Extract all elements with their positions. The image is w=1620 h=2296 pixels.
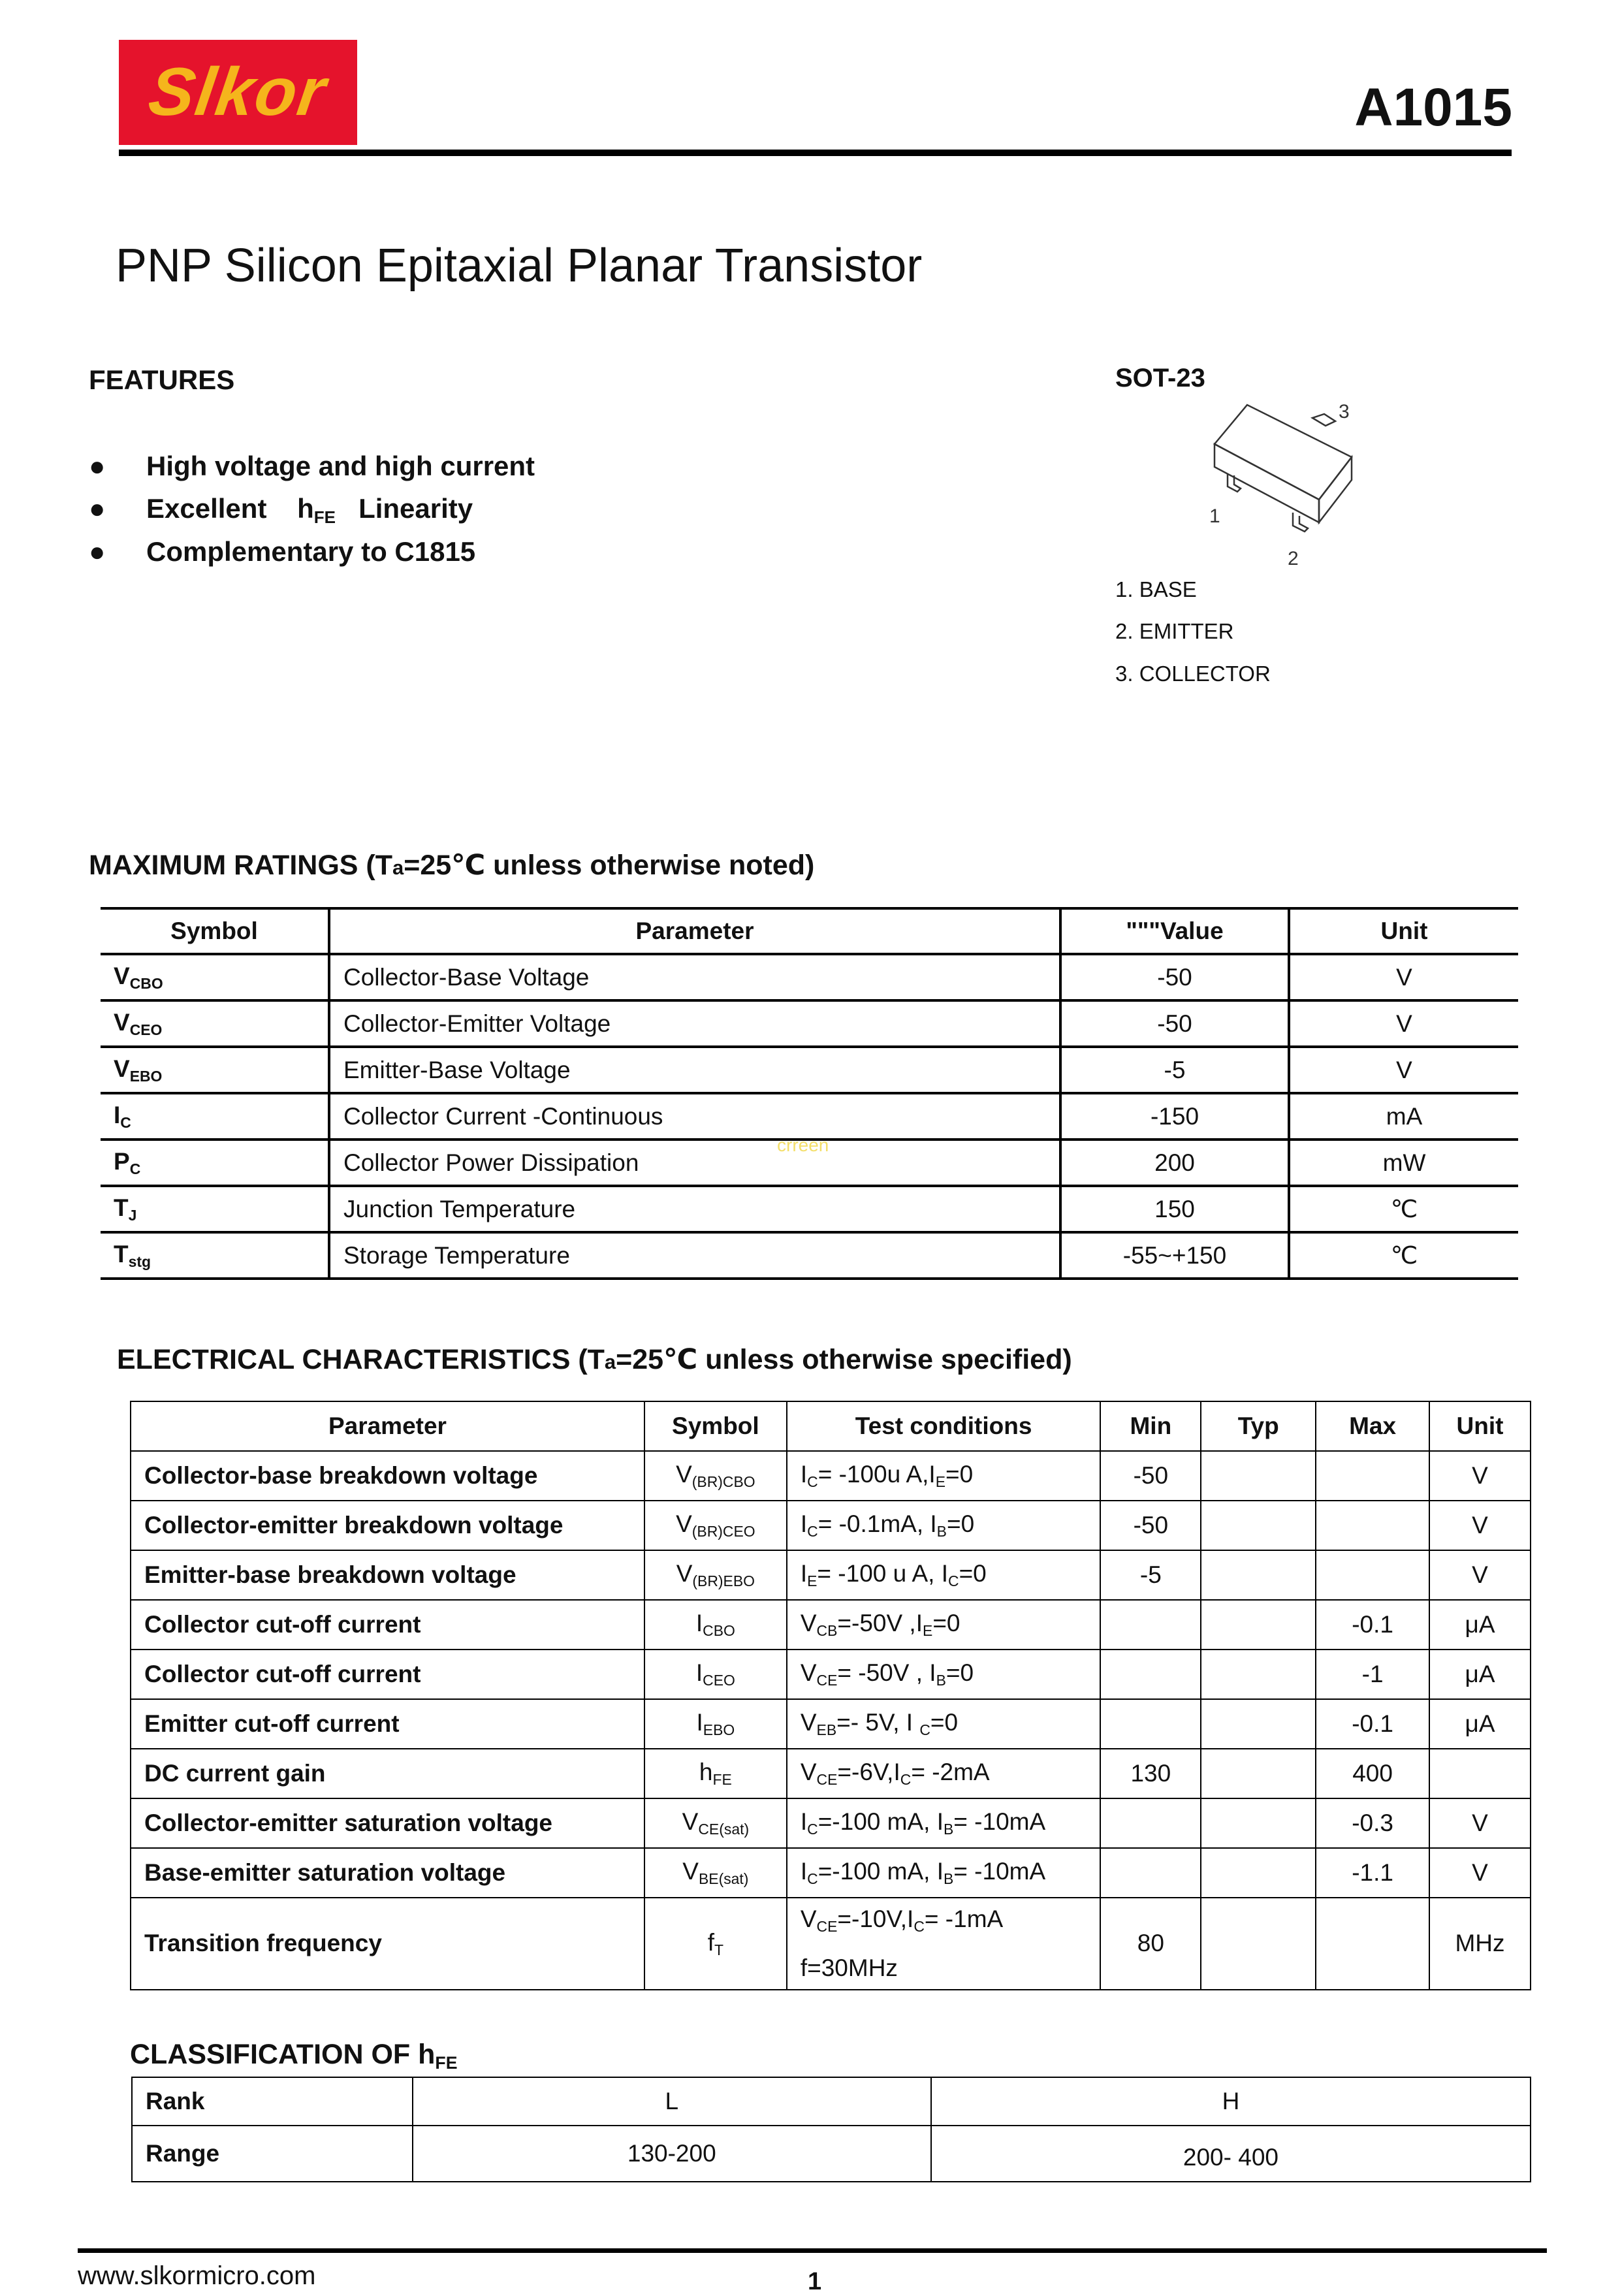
col-header: Unit [1289,910,1518,954]
page-title: PNP Silicon Epitaxial Planar Transistor [116,240,923,292]
typ-cell [1201,1749,1316,1798]
table-row [131,1650,1531,1699]
symbol-cell: $V_{(BR)EBO}$ [644,1550,787,1600]
feature-item: ● Complementary to C1815 [89,536,476,567]
unit-cell: V [1289,954,1518,1000]
min-cell [1100,1699,1201,1749]
table-row [101,1047,1518,1093]
max-cell: -0.1 [1316,1600,1429,1650]
pin3-label: 3 [1339,401,1350,423]
symbol-cell: $V_{BE(sat)}$ [644,1848,787,1898]
max-ratings-heading: MAXIMUM RATINGS (Ta=25℃ unless otherwise noted) [89,850,815,881]
typ-cell [1201,1550,1316,1600]
unit-cell: MHz [1429,1898,1531,1990]
typ-cell [1201,1451,1316,1501]
min-cell [1100,1798,1201,1848]
parameter-cell: DC current gain [131,1749,644,1798]
footer-rule [78,2248,1547,2253]
pin1-label: 1 [1209,505,1220,527]
header-rule [119,150,1512,156]
max-cell [1316,1451,1429,1501]
unit-cell: μA [1429,1650,1531,1699]
unit-cell: V [1289,1047,1518,1093]
max-cell: -0.3 [1316,1798,1429,1848]
condition-cell: $V_{CE}=-10V,I_C= -1mA$ f=30MHz [787,1898,1101,1990]
features-heading: FEATURES [89,364,235,395]
symbol-cell: $V_{CEO}$ [101,1000,329,1047]
table-row [131,1600,1531,1650]
symbol-cell: $V_{EBO}$ [101,1047,329,1093]
symbol-cell: $V_{CE(sat)}$ [644,1798,787,1848]
symbol-cell: $I_{EBO}$ [644,1699,787,1749]
watermark-text: crreen [777,1135,829,1155]
symbol-cell: $h_{FE}$ [644,1749,787,1798]
min-cell [1100,1650,1201,1699]
condition-cell: $V_{EB}=-$ 5V, I $_C$=0 [787,1699,1101,1749]
pin-base: 1. BASE [1115,577,1197,601]
symbol-cell: $T_{stg}$ [101,1232,329,1279]
parameter-cell: Emitter-Base Voltage [329,1047,1060,1093]
table-row [101,954,1518,1000]
unit-cell: ℃ [1289,1232,1518,1279]
table-row [131,1798,1531,1848]
range-cell: 200- 400 [931,2126,1531,2182]
unit-cell: mA [1289,1093,1518,1140]
typ-cell [1201,1501,1316,1550]
symbol-cell: $I_C$ [101,1093,329,1140]
col-header: Symbol [101,910,329,954]
parameter-cell: Collector-Emitter Voltage [329,1000,1060,1047]
electrical-heading: ELECTRICAL CHARACTERISTICS (Ta=25℃ unless otherwise specified) [117,1344,1072,1375]
unit-cell: ℃ [1289,1186,1518,1232]
table-row [101,1186,1518,1232]
electrical-table [130,1401,1531,1990]
unit-cell: V [1429,1848,1531,1898]
classification-table [131,2077,1531,2182]
bullet-icon: ● [89,493,106,524]
pin-collector: 3. COLLECTOR [1115,662,1271,686]
unit-cell: V [1429,1451,1531,1501]
min-cell: 80 [1100,1898,1201,1990]
parameter-cell: Collector-emitter breakdown voltage [131,1501,644,1550]
condition-cell: $V_{CE}= -50V$ , $I_B=0$ [787,1650,1101,1699]
value-cell: 200 [1060,1140,1289,1186]
typ-cell [1201,1848,1316,1898]
parameter-cell: Transition frequency [131,1898,644,1990]
col-header: Unit [1429,1401,1531,1451]
parameter-cell: Collector-emitter saturation voltage [131,1798,644,1848]
unit-cell: V [1429,1501,1531,1550]
unit-cell [1429,1749,1531,1798]
pin2-label: 2 [1288,548,1299,569]
website-link[interactable]: www.slkormicro.com [78,2261,316,2290]
table-row [132,2077,1531,2126]
symbol-cell: $V_{(BR)CBO}$ [644,1451,787,1501]
value-cell: -50 [1060,1000,1289,1047]
table-row [101,1093,1518,1140]
max-cell: -1.1 [1316,1848,1429,1898]
parameter-cell: Collector-base breakdown voltage [131,1451,644,1501]
typ-cell [1201,1699,1316,1749]
parameter-cell: Collector cut-off current [131,1650,644,1699]
condition-cell: $I_C=-100$ mA, $I_B= -10mA$ [787,1848,1101,1898]
sot23-package-icon [1201,392,1384,575]
table-row [101,1000,1518,1047]
parameter-cell: Collector Current -Continuous [329,1093,1060,1140]
package-name: SOT-23 [1115,364,1205,392]
value-cell: 150 [1060,1186,1289,1232]
symbol-cell: $T_J$ [101,1186,329,1232]
rank-cell: H [931,2077,1531,2126]
col-header: Max [1316,1401,1429,1451]
unit-cell: V [1429,1550,1531,1600]
parameter-cell: Collector Power Dissipation [329,1140,1060,1186]
parameter-cell: Storage Temperature [329,1232,1060,1279]
condition-cell: $I_C=-100$ mA, $I_B= -10mA$ [787,1798,1101,1848]
value-cell: -55~+150 [1060,1232,1289,1279]
col-header: Parameter [131,1401,644,1451]
condition-cell: $V_{CE}=-6V,I_C= -2mA$ [787,1749,1101,1798]
min-cell: -50 [1100,1451,1201,1501]
table-row [131,1898,1531,1990]
min-cell: -50 [1100,1501,1201,1550]
col-header: Test conditions [787,1401,1101,1451]
classification-heading: CLASSIFICATION OF $h_{FE}$ [130,2039,458,2073]
condition-cell: $V_{CB}=-50V$ $,I_E=0$ [787,1600,1101,1650]
min-cell: -5 [1100,1550,1201,1600]
typ-cell [1201,1600,1316,1650]
table-row [131,1501,1531,1550]
col-header: Symbol [644,1401,787,1451]
table-row [131,1550,1531,1600]
value-cell: -150 [1060,1093,1289,1140]
unit-cell: μA [1429,1600,1531,1650]
typ-cell [1201,1798,1316,1848]
table-header-row [131,1401,1531,1451]
range-label: Range [132,2126,413,2182]
symbol-cell: $P_C$ [101,1140,329,1186]
parameter-cell: Collector-Base Voltage [329,954,1060,1000]
symbol-cell: $V_{(BR)CEO}$ [644,1501,787,1550]
bullet-icon: ● [89,536,106,567]
table-row [131,1749,1531,1798]
value-cell: -50 [1060,954,1289,1000]
symbol-cell: $I_{CBO}$ [644,1600,787,1650]
feature-item: ● Excellent $h_{FE}$ Linearity [89,493,473,527]
col-header: Typ [1201,1401,1316,1451]
unit-cell: V [1429,1798,1531,1848]
max-cell: 400 [1316,1749,1429,1798]
pin-emitter: 2. EMITTER [1115,619,1234,643]
parameter-cell: Emitter cut-off current [131,1699,644,1749]
symbol-cell: $f_T$ [644,1898,787,1990]
feature-item: ● High voltage and high current [89,451,535,481]
max-cell: -0.1 [1316,1699,1429,1749]
value-cell: -5 [1060,1047,1289,1093]
col-header: """Value [1060,910,1289,954]
page-number: 1 [808,2268,822,2295]
condition-cell: $I_E= -100$ u A, $I_C=0$ [787,1550,1101,1600]
symbol-cell: $V_{CBO}$ [101,954,329,1000]
max-cell [1316,1501,1429,1550]
brand-logo [119,40,357,145]
logo-text: Slkor [144,54,332,130]
condition-cell: $I_C= -100u$ $A,I_E=0$ [787,1451,1101,1501]
rank-label: Rank [132,2077,413,2126]
col-header: Min [1100,1401,1201,1451]
bullet-icon: ● [89,451,106,481]
max-cell [1316,1550,1429,1600]
table-row [101,1232,1518,1279]
table-row [131,1848,1531,1898]
parameter-cell: Junction Temperature [329,1186,1060,1232]
col-header: Parameter [329,910,1060,954]
unit-cell: V [1289,1000,1518,1047]
max-cell [1316,1898,1429,1990]
min-cell [1100,1848,1201,1898]
typ-cell [1201,1898,1316,1990]
unit-cell: μA [1429,1699,1531,1749]
range-cell: 130-200 [413,2126,931,2182]
parameter-cell: Collector cut-off current [131,1600,644,1650]
table-header-row [101,910,1518,954]
max-cell: -1 [1316,1650,1429,1699]
rank-cell: L [413,2077,931,2126]
typ-cell [1201,1650,1316,1699]
table-row [131,1451,1531,1501]
part-number: A1015 [1354,78,1512,137]
parameter-cell: Emitter-base breakdown voltage [131,1550,644,1600]
table-row [132,2126,1531,2182]
condition-cell: $I_C= -0.1mA$, $I_B=0$ [787,1501,1101,1550]
symbol-cell: $I_{CEO}$ [644,1650,787,1699]
max-ratings-table [101,910,1518,1280]
min-cell [1100,1600,1201,1650]
parameter-cell: Base-emitter saturation voltage [131,1848,644,1898]
min-cell: 130 [1100,1749,1201,1798]
unit-cell: mW [1289,1140,1518,1186]
table-row [131,1699,1531,1749]
